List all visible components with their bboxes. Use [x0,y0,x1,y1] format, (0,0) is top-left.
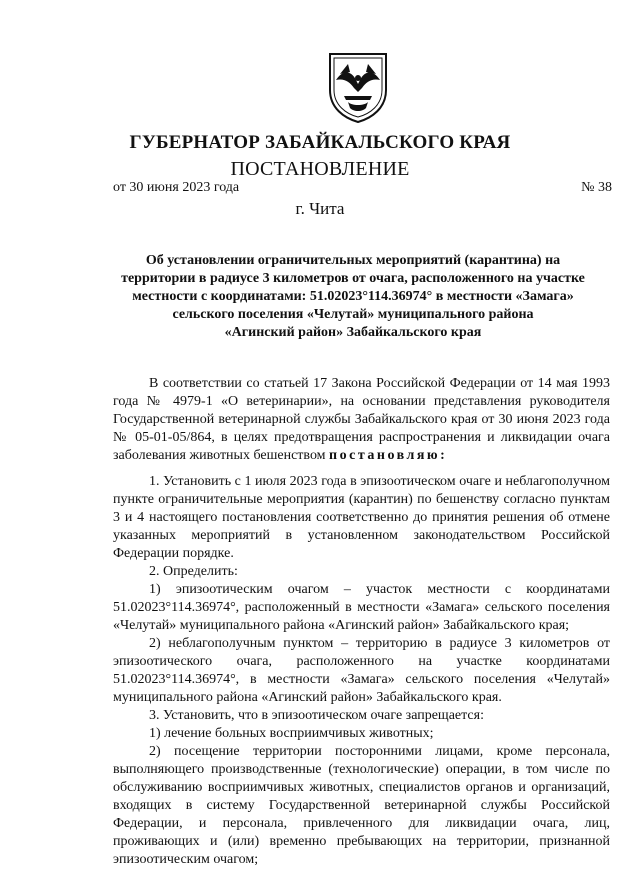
paragraph: 2) неблагополучным пунктом – территорию в радиусе 3 километров от эпизоотического очага, расположенного на участке координатами 51.02023°114.36974°, в местности «Замага» сельского поселения «Челутай» муниципального района «Агинский район» Забайкальского края. [113,636,610,705]
subject-line: территории в радиусе 3 километров от очага, расположенного на участке [121,271,585,286]
document-city: г. Чита [295,199,345,218]
decree-word: постановляю: [329,448,448,463]
subject-line: местности с координатами: 51.02023°114.36974° в местности «Замага» [132,289,574,304]
paragraph: 1) эпизоотическим очагом – участок местности с координатами 51.02023°114.36974°, расположенный в местности «Замага» сельского поселения «Челутай» муниципального района «Агинский район» Забайкальского края; [113,582,610,633]
subject-line: сельского поселения «Челутай» муниципального района [172,307,534,322]
paragraph: 2. Определить: [149,564,238,579]
document-date: от 30 июня 2023 года [113,180,240,195]
paragraph: 1. Установить с 1 июля 2023 года в эпизоотическом очаге и неблагополучном пункте ограничительные мероприятия (карантин) по бешенству согласно пунктам 3 и 4 настоящего постановления соответственно до принятия решения об отмене указанных мероприятий в установленном законодательством Российской Федерации порядке. [113,474,610,561]
document-number: № 38 [581,180,612,195]
authority-title: ГУБЕРНАТОР ЗАБАЙКАЛЬСКОГО КРАЯ [129,132,511,153]
document-body [113,375,610,869]
paragraph: 1) лечение больных восприимчивых животных; [149,726,434,741]
preamble-paragraph [113,375,610,465]
preamble-text: В соответствии со статьей 17 Закона Российской Федерации от 14 мая 1993 года № 4979-1 «О ветеринарии», на основании представления руководителя Государственной ветеринарной службы Забайкальского края от 30 июня 2023 года № 05-01-05/864, в целях предотвращения распространения и ликвидации очага заболевания животных бешенством [113,376,610,463]
coat-of-arms-icon [326,50,390,124]
paragraph: 3. Установить, что в эпизоотическом очаге запрещается: [149,708,484,723]
subject-line: Об установлении ограничительных мероприятий (карантина) на [145,253,561,268]
paragraph: 2) посещение территории посторонними лицами, кроме персонала, выполняющего производственные (технологические) операции, в том числе по обслуживанию восприимчивых животных, специалистов органов и организаций, входящих в систему Государственной ветеринарной службы Российской Федерации, и персонала, привлеченного для ликвидации очага, лиц, проживающих и (или) временно пребывающих на территории, признанной эпизоотическим очагом; [113,744,610,867]
document-subject [108,252,598,342]
subject-line: «Агинский район» Забайкальского края [224,325,482,340]
document-type: ПОСТАНОВЛЕНИЕ [230,158,410,180]
